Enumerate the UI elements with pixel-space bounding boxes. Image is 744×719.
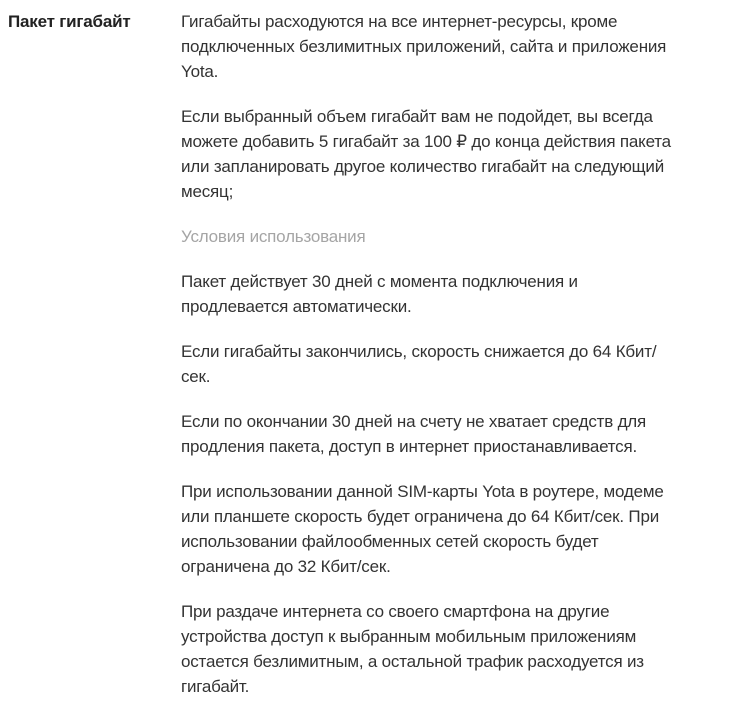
intro-paragraph: Если выбранный объем гигабайт вам не подойдет, вы всегда можете добавить 5 гигабайт за 100 ₽ до конца действия пакета или запланировать другое количество гигабайт на следующий месяц; (181, 107, 671, 201)
terms-paragraph: Если по окончании 30 дней на счету не хватает средств для продления пакета, доступ в интернет приостанавливается. (181, 412, 647, 456)
terms-paragraph: При использовании данной SIM-карты Yota в роутере, модеме или планшете скорость будет ограничена до 64 Кбит/сек. При использовании файлообменных сетей скорость будет ограничена до 32 Кбит/сек. (181, 482, 664, 576)
terms-paragraph: Если гигабайты закончились, скорость снижается до 64 Кбит/сек. (181, 342, 657, 386)
section-content-column (181, 9, 681, 719)
intro-paragraph: Гигабайты расходуются на все интернет-ресурсы, кроме подключенных безлимитных приложений, сайта и приложения Yota. (181, 12, 667, 81)
terms-paragraph: При раздаче интернета со своего смартфона на другие устройства доступ к выбранным мобильным приложениям остается безлимитным, а остальной трафик расходуется из гигабайт. (181, 602, 644, 696)
terms-paragraph: Пакет действует 30 дней с момента подключения и продлевается автоматически. (181, 272, 578, 316)
section-label-column (8, 9, 181, 34)
section-title: Пакет гигабайт (8, 12, 131, 31)
terms-subheading: Условия использования (181, 227, 366, 246)
